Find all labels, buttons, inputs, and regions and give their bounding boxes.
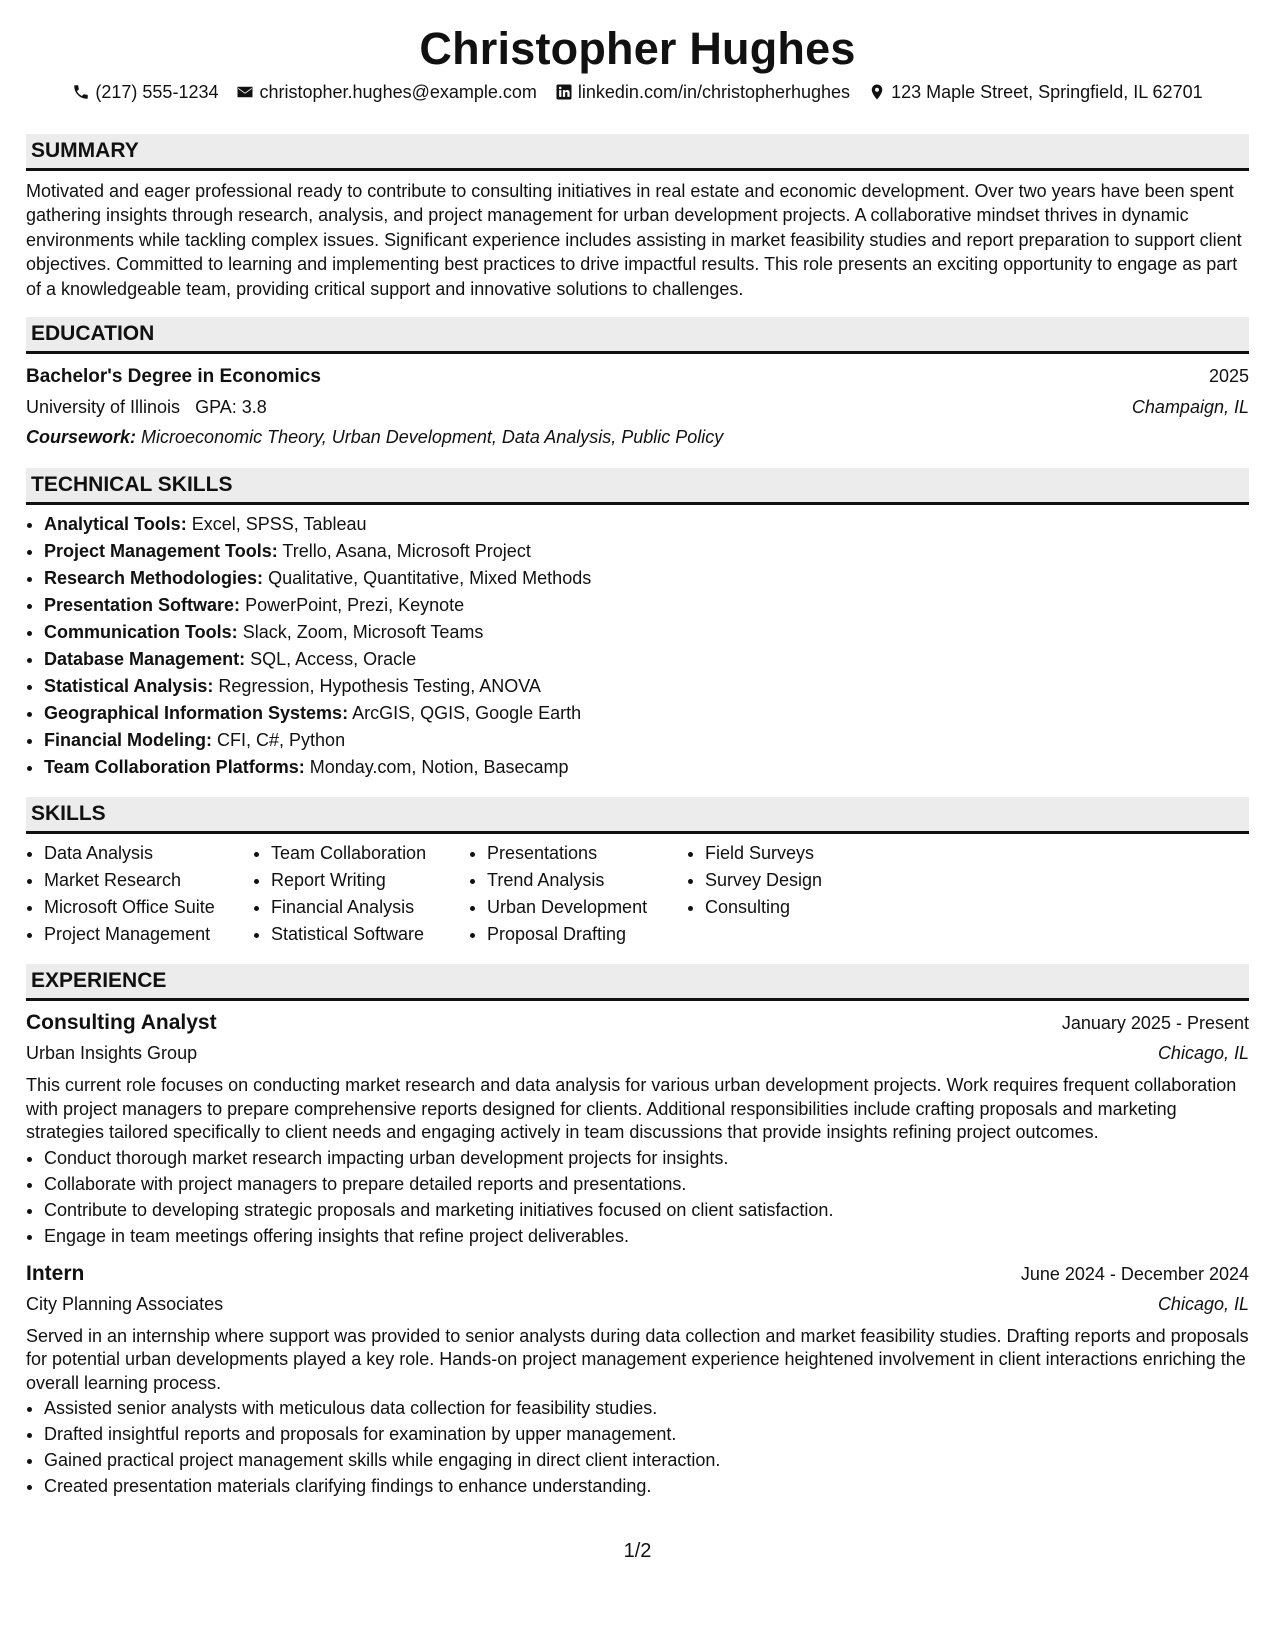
list-item: • Field Surveys (705, 840, 905, 867)
job-description: Served in an internship where support was provided to senior analysts during data collection and market feasibility studies. Drafting reports and proposals for potential urban developments played a key role. Hands-on project management experience heightened involvement in client interactions enriching the overall learning process. (26, 1325, 1249, 1393)
skill-value: Excel, SPSS, Tableau (191, 514, 367, 535)
technical-skills-list (26, 511, 1249, 781)
skills-heading: SKILLS (26, 797, 1249, 834)
list-item (44, 565, 1249, 592)
phone-text: (217) 555-1234 (95, 82, 219, 102)
skill-value: CFI, C#, Python (217, 730, 346, 751)
list-item: • Collaborate with project managers to prepare detailed reports and presentations. (44, 1171, 1249, 1197)
list-item (44, 538, 1249, 565)
company-name: Urban Insights Group (26, 1043, 198, 1064)
contact-bar (26, 80, 1249, 104)
list-item: • Urban Development (487, 894, 687, 921)
job-title-row (26, 1259, 1249, 1289)
skill-label: Geographical Information Systems: (44, 703, 349, 724)
technical-skills-heading: TECHNICAL SKILLS (26, 468, 1249, 505)
skills-column-4 (687, 840, 905, 948)
list-item: • Created presentation materials clarifying findings to enhance understanding. (44, 1473, 1249, 1499)
job-location: Chicago, IL (1157, 1293, 1249, 1314)
address-text: 123 Maple Street, Springfield, IL 62701 (891, 82, 1203, 102)
list-item: • Data Analysis (44, 840, 253, 867)
skill-label: Project Management Tools: (44, 541, 278, 562)
list-item: • Presentations (487, 840, 687, 867)
skill-label: Financial Modeling: (44, 730, 213, 751)
map-pin-icon (868, 83, 886, 101)
phone-icon (72, 83, 90, 101)
skills-column-2 (253, 840, 469, 948)
list-item: • Contribute to developing strategic proposals and marketing initiatives focused on client satisfaction. (44, 1197, 1249, 1223)
list-item (44, 754, 1249, 781)
job-company-row (26, 1038, 1249, 1068)
education-degree-row (26, 361, 1249, 392)
skills-column-3 (469, 840, 687, 948)
list-item: • Gained practical project management skills while engaging in direct client interaction. (44, 1447, 1249, 1473)
list-item: • Trend Analysis (487, 867, 687, 894)
coursework-list: Microeconomic Theory, Urban Development, Data Analysis, Public Policy (141, 427, 724, 448)
job-bullets (26, 1395, 1249, 1499)
resume-page (26, 0, 1249, 1499)
job-entry (26, 1259, 1249, 1500)
list-item (44, 511, 1249, 538)
summary-heading: SUMMARY (26, 134, 1249, 171)
skill-label: Analytical Tools: (44, 514, 187, 535)
job-dates: June 2024 - December 2024 (1020, 1263, 1249, 1284)
skill-value: ArcGIS, QGIS, Google Earth (352, 703, 582, 724)
summary-text: Motivated and eager professional ready to contribute to consulting initiatives in real estate and economic development. Over two years have been spent gathering insights through research, analysis, and project management for urban development projects. A collaborative mindset thrives in dynamic environments while tackling complex issues. Significant experience includes assisting in market feasibility studies and report preparation to support client objectives. Committed to learning and implementing best practices to drive impactful results. This role presents an exciting opportunity to engage as part of a knowledgeable team, providing critical support and innovative solutions to challenges. (26, 181, 1242, 299)
skill-label: Statistical Analysis: (44, 676, 214, 697)
education-school-row (26, 392, 1249, 422)
contact-address (868, 80, 1203, 104)
company-name: City Planning Associates (26, 1293, 224, 1314)
email-link[interactable]: christopher.hughes@example.com (259, 82, 537, 102)
experience-heading: EXPERIENCE (26, 964, 1249, 1001)
skill-value: Monday.com, Notion, Basecamp (309, 757, 569, 778)
list-item: • Survey Design (705, 867, 905, 894)
job-title: Intern (26, 1261, 85, 1285)
skills-grid (26, 840, 1249, 948)
list-item (44, 592, 1249, 619)
linkedin-link[interactable]: linkedin.com/in/christopherhughes (577, 82, 851, 102)
list-item: • Financial Analysis (271, 894, 469, 921)
list-item: • Engage in team meetings offering insights that refine project deliverables. (44, 1223, 1249, 1249)
contact-linkedin[interactable] (555, 80, 850, 104)
skill-value: Qualitative, Quantitative, Mixed Methods (268, 568, 592, 589)
job-bullets (26, 1145, 1249, 1249)
list-item: • Market Research (44, 867, 253, 894)
skill-value: Slack, Zoom, Microsoft Teams (242, 622, 484, 643)
list-item: • Report Writing (271, 867, 469, 894)
job-company-row (26, 1289, 1249, 1319)
job-entry (26, 1008, 1249, 1249)
school-location: Champaign, IL (1131, 397, 1249, 418)
school-name: University of Illinois (26, 397, 181, 418)
list-item: • Conduct thorough market research impacting urban development projects for insights. (44, 1145, 1249, 1171)
school-info (26, 392, 267, 422)
linkedin-icon (555, 83, 573, 101)
envelope-icon (236, 83, 254, 101)
page-number: 1/2 (623, 1540, 652, 1562)
skill-label: Communication Tools: (44, 622, 238, 643)
skill-value: PowerPoint, Prezi, Keynote (245, 595, 465, 616)
skill-label: Database Management: (44, 649, 246, 670)
graduation-year: 2025 (1208, 366, 1249, 387)
list-item (44, 727, 1249, 754)
contact-phone (72, 80, 218, 104)
job-dates: January 2025 - Present (1061, 1013, 1249, 1034)
job-title: Consulting Analyst (26, 1011, 217, 1035)
list-item: • Team Collaboration (271, 840, 469, 867)
skill-value: Trello, Asana, Microsoft Project (282, 541, 531, 562)
skill-value: Regression, Hypothesis Testing, ANOVA (218, 676, 541, 697)
list-item: • Proposal Drafting (487, 921, 687, 948)
skill-label: Presentation Software: (44, 595, 241, 616)
list-item (44, 673, 1249, 700)
list-item (44, 646, 1249, 673)
list-item (44, 619, 1249, 646)
list-item: • Statistical Software (271, 921, 469, 948)
skills-column-1 (26, 840, 253, 948)
job-description: This current role focuses on conducting market research and data analysis for various urban development projects. Work requires frequent collaboration with project managers to prepare comprehensive reports designed for clients. Additional responsibilities include crafting proposals and marketing strategies tailored specifically to client needs and engaging actively in team discussions that provide insights refining project outcomes. (26, 1075, 1237, 1143)
education-heading: EDUCATION (26, 317, 1249, 354)
job-title-row (26, 1008, 1249, 1038)
candidate-name: Christopher Hughes (419, 23, 856, 74)
degree-title: Bachelor's Degree in Economics (26, 366, 321, 388)
skill-value: SQL, Access, Oracle (250, 649, 417, 670)
list-item: • Project Management (44, 921, 253, 948)
list-item: • Consulting (705, 894, 905, 921)
contact-email[interactable] (236, 80, 536, 104)
list-item: • Drafted insightful reports and proposals for examination by upper management. (44, 1421, 1249, 1447)
skill-label: Team Collaboration Platforms: (44, 757, 305, 778)
gpa: GPA: 3.8 (195, 397, 267, 418)
list-item: • Assisted senior analysts with meticulous data collection for feasibility studies. (44, 1395, 1249, 1421)
skill-label: Research Methodologies: (44, 568, 264, 589)
coursework-row (26, 422, 1249, 452)
list-item (44, 700, 1249, 727)
list-item: • Microsoft Office Suite (44, 894, 253, 921)
coursework-label: Coursework: (26, 427, 137, 448)
job-location: Chicago, IL (1157, 1043, 1249, 1064)
